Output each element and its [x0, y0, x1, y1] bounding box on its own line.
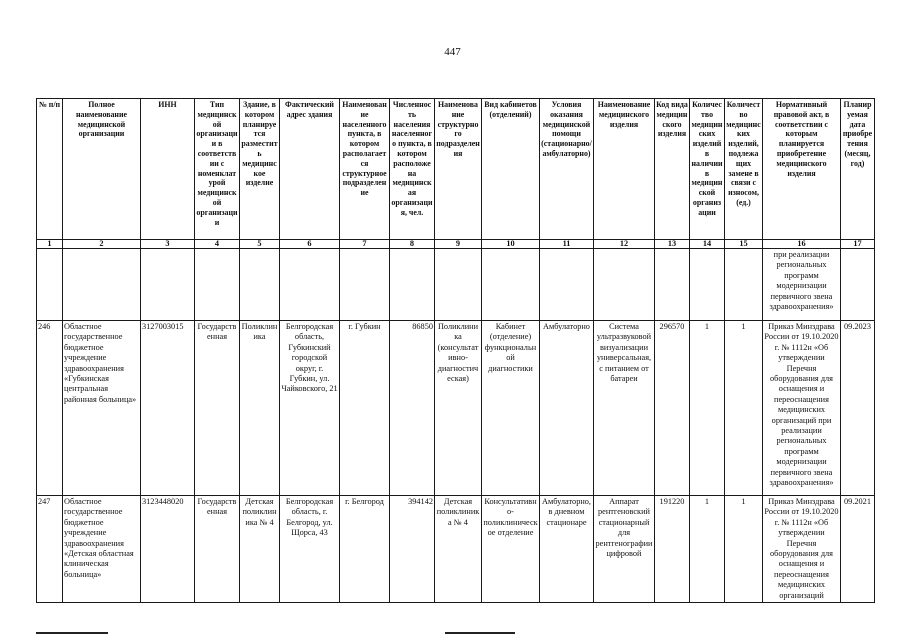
continuation-row: [37, 249, 875, 321]
column-number: 9: [435, 240, 482, 249]
org-type: Государственная: [195, 321, 240, 496]
cabinet-type: Кабинет (отделение) функциональной диагностики: [482, 321, 540, 496]
column-number: 13: [655, 240, 690, 249]
equipment-table: [36, 98, 875, 603]
header-cell: Численность населения населенного пункта, в котором расположена медицинская организация, чел.: [390, 99, 435, 240]
column-number: 11: [540, 240, 594, 249]
header-cell: Количество медицинских изделий в наличии в медицинской организации: [690, 99, 725, 240]
care-conditions: Амбулаторно: [540, 321, 594, 496]
table-row: [37, 496, 875, 603]
column-number: 8: [390, 240, 435, 249]
row-number: 247: [37, 496, 63, 603]
inn: 3123448020: [141, 496, 195, 603]
population: 86850: [390, 321, 435, 496]
org-name: Областное государственное бюджетное учреждение здравоохранения «Губкинская центральная районная больница»: [63, 321, 141, 496]
device-code: 296570: [655, 321, 690, 496]
header-cell: Наименование медицинского изделия: [594, 99, 655, 240]
address: Белгородская область, г. Белгород, ул. Щорса, 43: [280, 496, 340, 603]
legal-act: Приказ Минздрава России от 19.10.2020 г. № 1112н «Об утверждении Перечня оборудования для оснащения и переоснащения медицинских организаций при реализации региональных программ модернизации первичного звена здравоохранения»: [763, 321, 841, 496]
column-number: 1: [37, 240, 63, 249]
settlement: г. Губкин: [340, 321, 390, 496]
device-name: Система ультразвуковой визуализации универсальная, с питанием от батареи: [594, 321, 655, 496]
table-row: [37, 321, 875, 496]
header-cell: Планируемая дата приобретения (месяц, год): [841, 99, 875, 240]
header-cell: Здание, в котором планируется разместить медицинское изделие: [240, 99, 280, 240]
inn: 3127003015: [141, 321, 195, 496]
org-name: Областное государственное бюджетное учреждение здравоохранения «Детская областная клиническая больница»: [63, 496, 141, 603]
header-cell: Тип медицинской организации в соответствии с номенклатурой медицинской организации: [195, 99, 240, 240]
qty-available: 1: [690, 496, 725, 603]
header-cell: Наименование структурного подразделения: [435, 99, 482, 240]
building: Детская поликлиника № 4: [240, 496, 280, 603]
header-cell: Полное наименование медицинской организации: [63, 99, 141, 240]
building: Поликлиника: [240, 321, 280, 496]
qty-replace: 1: [725, 496, 763, 603]
continuation-text: при реализации региональных программ модернизации первичного звена здравоохранения»: [763, 249, 841, 321]
settlement: г. Белгород: [340, 496, 390, 603]
column-number: 10: [482, 240, 540, 249]
legal-act: Приказ Минздрава России от 19.10.2020 г. № 1112н «Об утверждении Перечня оборудования для оснащения и переоснащения медицинских организаций: [763, 496, 841, 603]
header-cell: Нормативный правовой акт, в соответствии с которым планируется приобретение медицинского изделия: [763, 99, 841, 240]
org-type: Государственная: [195, 496, 240, 603]
purchase-date: 09.2021: [841, 496, 875, 603]
qty-replace: 1: [725, 321, 763, 496]
header-cell: Наименование населенного пункта, в котором располагается структурное подразделение: [340, 99, 390, 240]
cabinet-type: Консультативно-поликлиническое отделение: [482, 496, 540, 603]
column-number: 4: [195, 240, 240, 249]
purchase-date: 09.2023: [841, 321, 875, 496]
footer-rule-left: [36, 632, 108, 634]
header-cell: № п/п: [37, 99, 63, 240]
header-cell: Количество медицинских изделий, подлежащих замене в связи с износом, (ед.): [725, 99, 763, 240]
table-header-row: [37, 99, 875, 240]
subdivision: Детская поликлиника № 4: [435, 496, 482, 603]
column-number: 3: [141, 240, 195, 249]
qty-available: 1: [690, 321, 725, 496]
row-number: 246: [37, 321, 63, 496]
address: Белгородская область, Губкинский городской округ, г. Губкин, ул. Чайковского, 21: [280, 321, 340, 496]
column-number: 6: [280, 240, 340, 249]
header-cell: Фактический адрес здания: [280, 99, 340, 240]
device-code: 191220: [655, 496, 690, 603]
header-cell: ИНН: [141, 99, 195, 240]
column-number: 12: [594, 240, 655, 249]
header-cell: Код вида медицинского изделия: [655, 99, 690, 240]
column-number: 7: [340, 240, 390, 249]
column-number: 17: [841, 240, 875, 249]
footer-rule-center: [445, 632, 515, 634]
column-number: 14: [690, 240, 725, 249]
header-cell: Вид кабинетов (отделений): [482, 99, 540, 240]
header-cell: Условия оказания медицинской помощи (стационарно/амбулаторно): [540, 99, 594, 240]
column-number: 5: [240, 240, 280, 249]
column-number: 2: [63, 240, 141, 249]
column-number: 16: [763, 240, 841, 249]
population: 394142: [390, 496, 435, 603]
column-number-row: [37, 240, 875, 249]
care-conditions: Амбулаторно, в дневном стационаре: [540, 496, 594, 603]
column-number: 15: [725, 240, 763, 249]
page-number: 447: [444, 46, 461, 58]
device-name: Аппарат рентгеновский стационарный для рентгенографии цифровой: [594, 496, 655, 603]
subdivision: Поликлиника (консультативно-диагностическая): [435, 321, 482, 496]
